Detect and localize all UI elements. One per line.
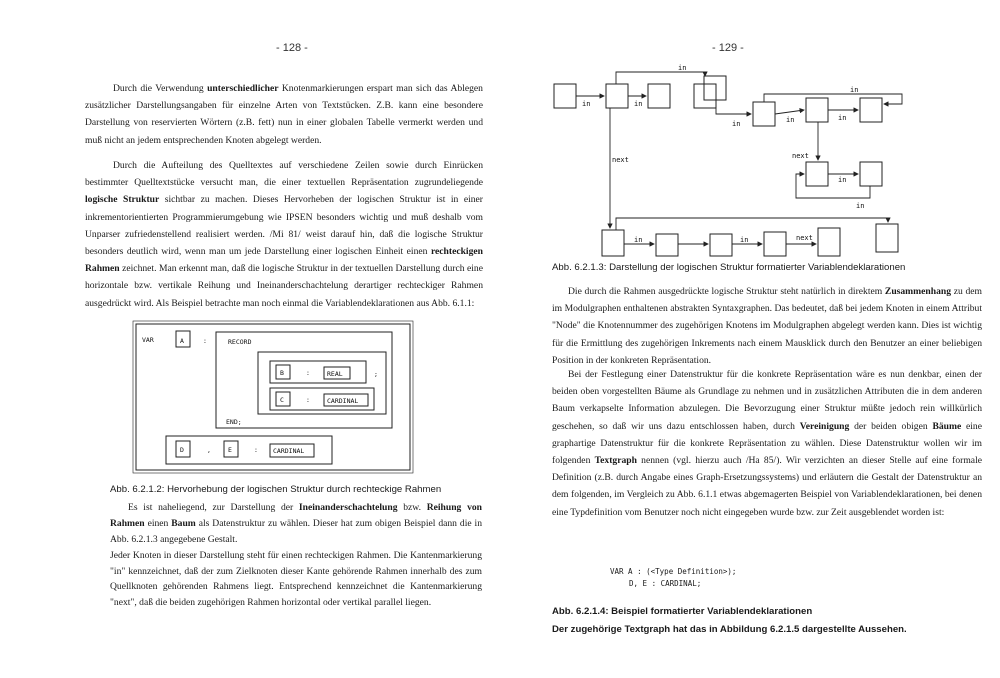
label-colon-3: : <box>306 396 310 404</box>
caption-figure-3: Abb. 6.2.1.4: Beispiel formatierter Variablendeklarationen <box>552 606 813 617</box>
node <box>606 84 628 108</box>
paragraph-7: Der zugehörige Textgraph hat das in Abbildung 6.2.1.5 dargestellte Aussehen. <box>552 624 907 635</box>
next-label: next <box>792 152 809 160</box>
code-line-2: D, E : CARDINAL; <box>629 579 702 588</box>
page-number: - 128 - <box>276 42 308 54</box>
label-semicolon: ; <box>374 370 378 378</box>
paragraph-6: Bei der Festlegung einer Datenstruktur für die konkrete Repräsentation wäre es nun denkbar, einen der beiden oben vorgestellten Bäume als Grundlage zu nehmen und in zusätzlichen Attributen die in dem anderen Baum verkapselte Information abzulegen. Die Bevorzugung einer Struktur müßte jedoch rein willkürlich geschehen, so daß wir uns dazu entschlossen haben, durch Vereinigung der beiden obigen Bäume eine graphartige Datenstruktur für die konkrete Repräsentation zu wählen. Diese Datenstruktur wollen wir im folgenden Textgraph nennen (vgl. hierzu auch /Ha 85/). Wir verzichten an dieser Stelle auf eine formale Definition (z.B. durch Angabe eines Graph-Ersetzungssystems) und erläutern die Gestalt der Datenstruktur an dem folgenden, im Vergleich zu Abb. 6.1.1 etwas abgemagerten Beispiel von Variablendeklarationen, bei denen eine Typdefinition vom Benutzer noch nicht eingegeben wurde bzw. zur Zeit ausgeblendet worden ist: <box>552 369 982 518</box>
label-comma: , <box>207 446 211 454</box>
edge-in <box>716 100 751 114</box>
code-line-1: VAR A : (<Type Definition>); <box>610 567 737 576</box>
caption-figure-2: Abb. 6.2.1.3: Darstellung der logischen Struktur formatierter Variablendeklarationen <box>552 262 906 273</box>
label-colon-2: : <box>306 369 310 377</box>
edge-in <box>775 110 804 114</box>
label-cardinal-2: CARDINAL <box>273 447 305 455</box>
paragraph-2: Durch die Aufteilung des Quelltextes auf verschiedene Zeilen sowie durch Einrücken bestimmter Quelltextstücke versucht man, die einer textuellen Repräsentation zugrundeliegende logische Struktur sichtbar zu machen. Dieses Hervorheben der logischen Struktur ist in einer inkrementorientierten Programmierumgebung wie IPSEN besonders wichtig und muß deshalb vom Unparser zufriedenstellend realisiert werden. /Mi 81/ weist darauf hin, daß die logische Struktur besonders deutlich wird, wenn man um jede Darstellung einer logischen Einheit einen rechteckigen Rahmen zeichnet. Man erkennt man, daß die logische Struktur in der textuellen Darstellung durch eine horizontale bzw. vertikale Reihung und Ineinanderschachtelung derartiger rechteckiger Rahmen ausgedrückt wird. Als Beispiel betrachte man noch einmal die Variablendeklarationen aus Abb. 6.1.1: <box>85 160 483 309</box>
figure-nested-frames <box>130 318 420 478</box>
edge-in-top <box>616 72 705 84</box>
paragraph-5: Die durch die Rahmen ausgedrückte logische Struktur steht natürlich in direktem Zusammenhang zu dem im Modulgraphen enthaltenen abstrakten Syntaxgraphen. Das bedeutet, daß bei jedem Knoten in einem Attribut "Node" die Knotennummer des zugehörigen Knotens im Modulgraphen abgelegt werden kann. Dies ist wichtig für die Ermittlung des zugehörigen Inkrements nach einem Mausklick durch den Benutzer an einer beliebigen Position in der konkreten Repräsentation. <box>552 286 983 366</box>
right-page <box>500 0 1000 678</box>
in-label: in <box>856 202 865 210</box>
in-label: in <box>582 100 591 108</box>
node <box>818 228 840 256</box>
label-b: B <box>280 369 284 377</box>
frame-field-c <box>270 388 374 410</box>
node <box>806 162 828 186</box>
node <box>764 232 786 256</box>
in-label: in <box>634 236 643 244</box>
label-e: E <box>228 446 232 454</box>
next-label: next <box>796 234 813 242</box>
node <box>860 162 882 186</box>
label-colon-1: : <box>203 337 207 345</box>
in-label: in <box>634 100 643 108</box>
label-real: REAL <box>327 370 343 378</box>
in-label: in <box>838 114 847 122</box>
node <box>753 102 775 126</box>
in-label: in <box>838 176 847 184</box>
node <box>554 84 576 108</box>
paragraph-3: Es ist naheliegend, zur Darstellung der Ineinanderschachtelung bzw. Reihung von Rahmen einen Baum als Datenstruktur zu wählen. Dieser hat zum obigen Beispiel dann die in Abb. 6.2.1.3 angegebene Gestalt. <box>110 502 482 545</box>
node <box>704 76 726 100</box>
node <box>860 98 882 122</box>
edge-in-bottom <box>616 218 888 230</box>
node <box>648 84 670 108</box>
node <box>656 234 678 256</box>
frame-de <box>166 436 332 464</box>
in-label: in <box>850 86 859 94</box>
in-label: in <box>732 120 741 128</box>
paragraph-4: Jeder Knoten in dieser Darstellung steht für einen rechteckigen Rahmen. Die Kantenmarkierung "in" kennzeichnet, daß der zum Zielknoten dieser Kante gehörende Rahmen innerhalb des zum Quellknoten gehörenden Rahmens liegt. Entsprechend kennzeichnet die Kantenmarkierung "next", daß die beiden zugehörigen Rahmen horizontal oder vertikal parallel liegen. <box>110 550 482 608</box>
label-a: A <box>180 337 184 345</box>
label-end: END; <box>226 418 242 426</box>
caption-figure-1: Abb. 6.2.1.2: Hervorhebung der logischen Struktur durch rechteckige Rahmen <box>110 484 442 495</box>
next-label: next <box>612 156 629 164</box>
label-c: C <box>280 396 284 404</box>
frame-field-b <box>270 361 366 383</box>
label-colon-4: : <box>254 446 258 454</box>
node <box>876 224 898 252</box>
node <box>710 234 732 256</box>
label-var: VAR <box>142 336 154 344</box>
node <box>602 230 624 256</box>
node <box>694 84 716 108</box>
page-number: - 129 - <box>712 42 744 54</box>
label-cardinal-1: CARDINAL <box>327 397 359 405</box>
in-label: in <box>786 116 795 124</box>
in-label: in <box>678 64 687 72</box>
edge-in-right <box>764 94 902 104</box>
in-label: in <box>740 236 749 244</box>
paragraph-1: Durch die Verwendung unterschiedlicher Knotenmarkierungen erspart man sich das Ablegen zusätzlicher Darstellungsangaben für einzelne Arten von Textstücken. Z.B. kann eine besondere Darstellung von reservierten Wörtern (z.B. fett) nun in einer globalen Tabelle vermerkt werden und muß nicht an jedem entsprechenden Knoten abgelegt werden. <box>85 83 483 146</box>
label-d: D <box>180 446 184 454</box>
node <box>806 98 828 122</box>
figure-tree-graph <box>550 58 930 263</box>
label-record: RECORD <box>228 338 252 346</box>
